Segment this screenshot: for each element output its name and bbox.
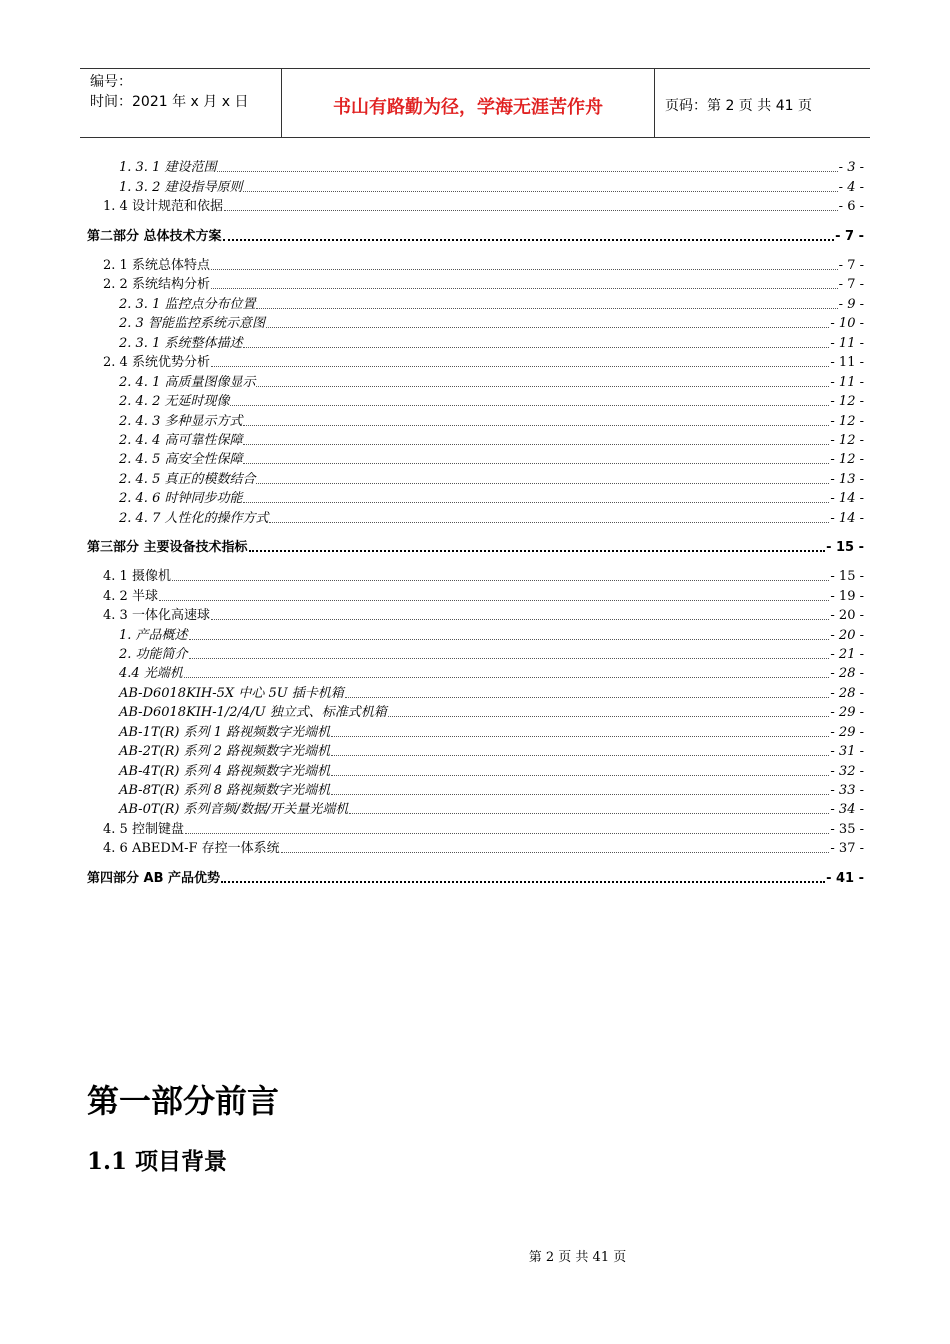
toc-entry[interactable] xyxy=(0,625,864,644)
toc-entry-page: - 12 - xyxy=(830,394,864,409)
toc-entry[interactable] xyxy=(0,196,864,215)
toc-dot-leader xyxy=(345,697,830,698)
toc-entry-title: 1. 产品概述 xyxy=(119,628,188,643)
toc-entry-title: 4.4 光端机 xyxy=(119,666,183,681)
toc-entry-page: - 10 - xyxy=(830,316,864,331)
toc-entry-page: - 20 - xyxy=(830,628,864,643)
toc-entry-page: - 11 - xyxy=(830,336,864,351)
toc-entry-title: 2. 功能简介 xyxy=(119,647,188,662)
page-header xyxy=(80,68,870,138)
header-meta-cell xyxy=(80,69,282,137)
toc-entry-page: - 41 - xyxy=(826,871,864,886)
toc-dot-leader xyxy=(243,444,829,445)
toc-entry-title: AB-D6018KIH-5X 中心 5U 插卡机箱 xyxy=(119,686,344,701)
toc-dot-leader xyxy=(189,658,830,659)
toc-entry[interactable] xyxy=(0,157,864,176)
toc-entry-title: 4. 6 ABEDM-F 存控一体系统 xyxy=(103,841,280,856)
toc-entry[interactable] xyxy=(0,352,864,371)
toc-entry-title: 2. 4. 2 无延时现像 xyxy=(119,394,230,409)
toc-entry-page: - 28 - xyxy=(830,686,864,701)
toc-dot-leader xyxy=(230,405,829,406)
toc-entry-title: 1. 4 设计规范和依据 xyxy=(103,199,223,214)
toc-entry-page: - 29 - xyxy=(830,705,864,720)
toc-entry[interactable] xyxy=(0,508,864,527)
toc-dot-leader xyxy=(243,347,829,348)
toc-dot-leader xyxy=(211,619,829,620)
toc-entry-title: 第二部分 总体技术方案 xyxy=(87,229,222,244)
toc-entry-title: AB-1T(R) 系列 1 路视频数字光端机 xyxy=(119,725,331,740)
header-motto-cell xyxy=(282,69,655,137)
toc-entry-page: - 11 - xyxy=(830,355,864,370)
toc-entry[interactable] xyxy=(0,838,864,857)
toc-entry[interactable] xyxy=(0,391,864,410)
toc-entry-title: 2. 4. 7 人性化的操作方式 xyxy=(119,511,269,526)
toc-dot-leader xyxy=(243,502,829,503)
toc-entry-page: - 37 - xyxy=(830,841,864,856)
toc-entry-title: 1. 3. 1 建设范围 xyxy=(119,160,217,175)
toc-part-entry[interactable] xyxy=(0,226,864,245)
header-page-info: 页码：第 2 页 共 41 页 xyxy=(665,98,812,114)
toc-entry[interactable] xyxy=(0,644,864,663)
toc-entry-title: 2. 4. 5 高安全性保障 xyxy=(119,452,243,467)
toc-entry[interactable] xyxy=(0,372,864,391)
toc-entry-title: 第四部分 AB 产品优势 xyxy=(87,871,221,886)
toc-entry[interactable] xyxy=(0,683,864,702)
toc-entry-page: - 13 - xyxy=(830,472,864,487)
toc-entry[interactable] xyxy=(0,255,864,274)
toc-dot-leader xyxy=(388,716,830,717)
toc-entry-title: 2. 3. 1 监控点分布位置 xyxy=(119,297,256,312)
toc-entry-page: - 6 - xyxy=(838,199,864,214)
header-motto: 书山有路勤为径，学海无涯苦作舟 xyxy=(333,97,603,118)
toc-dot-leader xyxy=(349,813,829,814)
toc-entry-page: - 34 - xyxy=(830,802,864,817)
toc-entry-page: - 3 - xyxy=(838,160,864,175)
toc-dot-leader xyxy=(172,580,829,581)
toc-dot-leader xyxy=(256,386,829,387)
toc-entry-page: - 7 - xyxy=(838,258,864,273)
toc-entry-page: - 4 - xyxy=(838,180,864,195)
toc-entry-title: 2. 3 智能监控系统示意图 xyxy=(119,316,265,331)
toc-dot-leader xyxy=(159,600,829,601)
toc-entry[interactable] xyxy=(0,430,864,449)
toc-dot-leader xyxy=(266,327,829,328)
toc-entry-page: - 7 - xyxy=(835,229,864,244)
toc-entry[interactable] xyxy=(0,411,864,430)
toc-entry[interactable] xyxy=(0,566,864,585)
toc-dot-leader xyxy=(211,269,838,270)
toc-entry[interactable] xyxy=(0,663,864,682)
toc-entry-page: - 19 - xyxy=(830,589,864,604)
toc-entry[interactable] xyxy=(0,780,864,799)
toc-entry-page: - 31 - xyxy=(830,744,864,759)
toc-entry[interactable] xyxy=(0,488,864,507)
toc-entry-page: - 32 - xyxy=(830,764,864,779)
toc-entry-page: - 12 - xyxy=(830,452,864,467)
toc-entry-page: - 12 - xyxy=(830,433,864,448)
toc-entry-page: - 9 - xyxy=(838,297,864,312)
toc-dot-leader xyxy=(243,191,837,192)
toc-dot-leader xyxy=(331,794,829,795)
toc-entry-title: 2. 2 系统结构分析 xyxy=(103,277,210,292)
toc-dot-leader xyxy=(331,755,829,756)
toc-dot-leader xyxy=(269,522,829,523)
toc-entry-title: 4. 5 控制键盘 xyxy=(103,822,184,837)
toc-dot-leader xyxy=(249,550,826,552)
toc-entry[interactable] xyxy=(0,722,864,741)
toc-dot-leader xyxy=(184,677,830,678)
document-date-label: 时间：2021 年 x 月 x 日 xyxy=(90,94,249,110)
toc-entry-title: 2. 4. 5 真正的模数结合 xyxy=(119,472,256,487)
toc-entry-title: 1. 3. 2 建设指导原则 xyxy=(119,180,243,195)
toc-entry-page: - 7 - xyxy=(838,277,864,292)
toc-entry-title: AB-2T(R) 系列 2 路视频数字光端机 xyxy=(119,744,331,759)
toc-entry-page: - 15 - xyxy=(826,540,864,555)
toc-dot-leader xyxy=(331,736,829,737)
toc-entry-page: - 15 - xyxy=(830,569,864,584)
toc-entry-page: - 33 - xyxy=(830,783,864,798)
toc-entry[interactable] xyxy=(0,586,864,605)
toc-entry[interactable] xyxy=(0,799,864,818)
toc-dot-leader xyxy=(224,210,838,211)
toc-entry[interactable] xyxy=(0,177,864,196)
toc-dot-leader xyxy=(243,463,829,464)
toc-entry-page: - 20 - xyxy=(830,608,864,623)
page-footer: 第 2 页 共 41 页 xyxy=(528,1250,627,1265)
toc-entry[interactable] xyxy=(0,313,864,332)
toc-dot-leader xyxy=(281,852,830,853)
toc-entry-title: AB-0T(R) 系列音频/数据/开关量光端机 xyxy=(119,802,349,817)
toc-entry[interactable] xyxy=(0,333,864,352)
toc-dot-leader xyxy=(211,288,838,289)
toc-entry-page: - 35 - xyxy=(830,822,864,837)
toc-entry-title: 2. 4. 4 高可靠性保障 xyxy=(119,433,243,448)
toc-dot-leader xyxy=(223,239,835,241)
toc-entry-title: 4. 3 一体化高速球 xyxy=(103,608,210,623)
toc-part-entry[interactable] xyxy=(0,868,864,887)
toc-dot-leader xyxy=(243,425,829,426)
toc-entry-title: 第三部分 主要设备技术指标 xyxy=(87,540,248,555)
toc-entry[interactable] xyxy=(0,702,864,721)
toc-entry-title: AB-4T(R) 系列 4 路视频数字光端机 xyxy=(119,764,331,779)
toc-entry-title: AB-8T(R) 系列 8 路视频数字光端机 xyxy=(119,783,331,798)
toc-dot-leader xyxy=(221,881,825,883)
toc-entry-title: AB-D6018KIH-1/2/4/U 独立式、标准式机箱 xyxy=(119,705,387,720)
toc-entry[interactable] xyxy=(0,605,864,624)
toc-entry-page: - 28 - xyxy=(830,666,864,681)
toc-dot-leader xyxy=(256,308,837,309)
toc-entry-page: - 14 - xyxy=(830,491,864,506)
toc-part-entry[interactable] xyxy=(0,537,864,556)
toc-entry-title: 2. 3. 1 系统整体描述 xyxy=(119,336,243,351)
toc-entry-page: - 12 - xyxy=(830,414,864,429)
toc-entry[interactable] xyxy=(0,761,864,780)
toc-dot-leader xyxy=(211,366,829,367)
toc-entry-title: 2. 4. 1 高质量图像显示 xyxy=(119,375,256,390)
toc-entry-page: - 14 - xyxy=(830,511,864,526)
toc-entry-page: - 21 - xyxy=(830,647,864,662)
toc-entry[interactable] xyxy=(0,294,864,313)
document-number-label: 编号： xyxy=(90,74,132,90)
toc-dot-leader xyxy=(256,483,829,484)
toc-entry[interactable] xyxy=(0,274,864,293)
toc-entry[interactable] xyxy=(0,741,864,760)
header-page-cell xyxy=(655,69,870,137)
subsection-heading: 1.1 项目背景 xyxy=(87,1148,228,1175)
toc-entry[interactable] xyxy=(0,819,864,838)
toc-dot-leader xyxy=(217,171,837,172)
toc-dot-leader xyxy=(331,775,829,776)
toc-entry[interactable] xyxy=(0,449,864,468)
toc-entry-title: 2. 4. 6 时钟同步功能 xyxy=(119,491,243,506)
toc-entry-page: - 11 - xyxy=(830,375,864,390)
section-heading: 第一部分前言 xyxy=(87,1082,280,1120)
toc-entry-title: 2. 4 系统优势分析 xyxy=(103,355,210,370)
toc-entry-title: 2. 4. 3 多种显示方式 xyxy=(119,414,243,429)
toc-entry[interactable] xyxy=(0,469,864,488)
toc-entry-page: - 29 - xyxy=(830,725,864,740)
toc-entry-title: 4. 1 摄像机 xyxy=(103,569,171,584)
toc-dot-leader xyxy=(189,639,830,640)
toc-entry-title: 4. 2 半球 xyxy=(103,589,158,604)
toc-entry-title: 2. 1 系统总体特点 xyxy=(103,258,210,273)
toc-dot-leader xyxy=(185,833,829,834)
